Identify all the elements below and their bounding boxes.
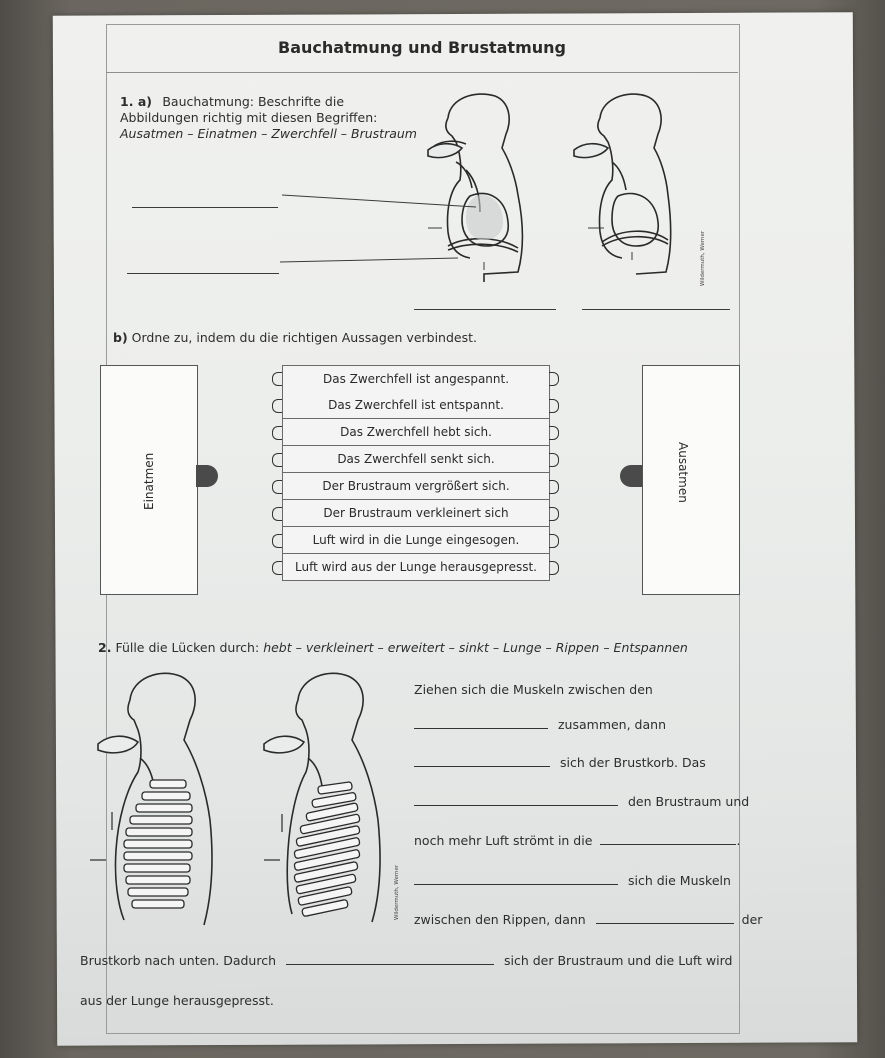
task1-part-b-text: Ordne zu, indem du die richtigen Aussagen verbindest. (131, 330, 477, 345)
cloze-line-1: Ziehen sich die Muskeln zwischen den (414, 682, 653, 697)
statement-4[interactable]: Das Zwerchfell senkt sich. (282, 446, 550, 473)
panel-einatmen-label: Einatmen (142, 452, 156, 510)
task1-part-a-label: a) (137, 94, 152, 109)
statement-7[interactable]: Luft wird in die Lunge eingesogen. (282, 527, 550, 554)
cloze-line-3 (414, 755, 706, 771)
image-credit-1: Wildermuth, Werner (700, 230, 706, 286)
cloze-text-2: zusammen, dann (557, 717, 666, 732)
cloze-blank-4[interactable] (600, 844, 736, 845)
task1-part-a-line1: Bauchatmung: Beschrifte die (162, 94, 345, 109)
cloze-text-4: den Brustraum und (627, 794, 750, 809)
cloze-text-8-end: sich der Brustraum und die Luft wird (503, 953, 733, 968)
task2-number: 2. (98, 640, 112, 655)
cloze-text-3: sich der Brustkorb. Das (559, 755, 706, 770)
cloze-blank-3[interactable] (414, 805, 618, 806)
task1-part-b-label: b) (113, 330, 128, 345)
cloze-text-7-end: der (741, 912, 763, 927)
page-title: Bauchatmung und Brustatmung (278, 38, 566, 57)
cloze-text-7: zwischen den Rippen, dann (414, 912, 586, 927)
cloze-text-5-end: . (736, 833, 741, 848)
statement-3[interactable]: Das Zwerchfell hebt sich. (282, 419, 550, 446)
statement-5[interactable]: Der Brustraum vergrößert sich. (282, 473, 550, 500)
task1-number: 1. (120, 94, 134, 109)
cloze-text-8: Brustkorb nach unten. Dadurch (80, 953, 276, 968)
statement-2[interactable]: Das Zwerchfell ist entspannt. (282, 392, 550, 419)
statement-6[interactable]: Der Brustraum verkleinert sich (282, 500, 550, 527)
task2-words: hebt – verkleinert – erweitert – sinkt – Lunge – Rippen – Entspannen (263, 640, 688, 655)
cloze-text-6: sich die Muskeln (627, 873, 731, 888)
statement-8[interactable]: Luft wird aus der Lunge herausgepresst. (282, 554, 550, 581)
cloze-line-5 (414, 833, 740, 849)
cloze-line-9: aus der Lunge herausgepresst. (80, 993, 274, 1008)
cloze-text-5: noch mehr Luft strömt in die (414, 833, 593, 848)
image-credit-2: Wildermuth, Werner (394, 864, 400, 920)
task1-part-a-line2: Abbildungen richtig mit diesen Begriffen: (120, 110, 378, 125)
cloze-blank-6[interactable] (596, 923, 734, 924)
panel-ausatmen-label: Ausatmen (676, 442, 690, 503)
task2-instruction: Fülle die Lücken durch: (115, 640, 260, 655)
cloze-line-7 (414, 912, 762, 928)
statement-1[interactable]: Das Zwerchfell ist angespannt. (282, 365, 550, 393)
cloze-line-6 (414, 873, 731, 889)
cloze-line-8 (80, 953, 732, 969)
cloze-blank-2[interactable] (414, 766, 550, 767)
cloze-line-4 (414, 794, 749, 810)
task1-terms: Ausatmen – Einatmen – Zwerchfell – Brustraum (120, 126, 417, 141)
cloze-blank-1[interactable] (414, 728, 548, 729)
cloze-blank-7[interactable] (286, 964, 494, 965)
cloze-blank-5[interactable] (414, 884, 618, 885)
cloze-line-2 (414, 717, 666, 733)
